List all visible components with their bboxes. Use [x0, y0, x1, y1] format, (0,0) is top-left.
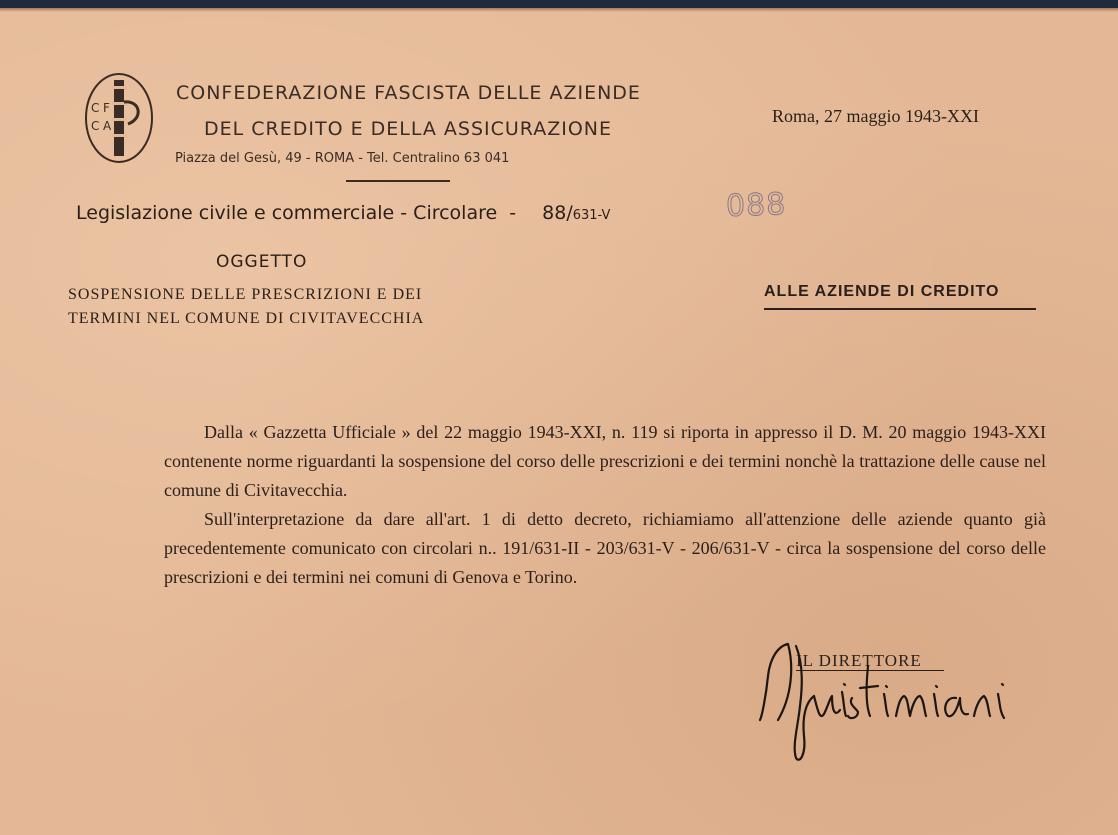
circular-dash: - — [509, 202, 517, 224]
letterhead-title-line2: DEL CREDITO E DELLA ASSICURAZIONE — [204, 118, 613, 140]
recipient-underline — [764, 308, 1036, 310]
signature-title: IL DIRETTORE — [796, 651, 922, 670]
subject-label: OGGETTO — [216, 252, 308, 272]
circular-suffix: 631-V — [572, 208, 611, 223]
body-paragraph: Dalla « Gazzetta Ufficiale » del 22 maggio 1943-XXI, n. 119 si riporta in appresso il D. M. 20 maggio 1943-XXI contenente norme riguardanti la sospensione del corso delle prescrizioni e dei termini nonchè la trattazione delle cause nel comune di Civitavecchia. — [164, 422, 1046, 500]
circular-label: Legislazione civile e commerciale - Circolare — [76, 202, 498, 224]
letter-body — [164, 418, 1046, 592]
subject-line1: SOSPENSIONE DELLE PRESCRIZIONI E DEI — [68, 286, 423, 303]
cfca-logo-emblem — [84, 72, 154, 164]
letterhead-address: Piazza del Gesù, 49 - ROMA - Tel. Centralino 63 041 — [175, 151, 510, 166]
body-paragraph: Sull'interpretazione da dare all'art. 1 di detto decreto, richiamiamo all'attenzione delle aziende quanto già precedentemente comunicato con circolari n.. 191/631-II - 203/631-V - 206/631-V - circa la sospensione del corso delle prescrizioni e dei termini nei comuni di Genova e Torino. — [164, 509, 1046, 587]
letterhead-divider — [346, 180, 450, 182]
letterhead-title-line1: CONFEDERAZIONE FASCISTA DELLE AZIENDE — [176, 82, 641, 104]
logo-letter: C — [91, 119, 100, 133]
page-edge-shadow — [0, 8, 1118, 12]
logo-letter: F — [103, 101, 110, 115]
handwritten-signature — [748, 636, 1038, 766]
logo-letter: C — [91, 101, 100, 115]
letter-date: Roma, 27 maggio 1943-XXI — [772, 106, 979, 126]
pencil-annotation: 088 — [725, 186, 787, 225]
letter-page — [0, 8, 1118, 835]
subject-line2: TERMINI NEL COMUNE DI CIVITAVECCHIA — [68, 310, 425, 327]
recipient: ALLE AZIENDE DI CREDITO — [764, 283, 1000, 300]
logo-letter: A — [103, 119, 112, 133]
circular-number: 88/ — [542, 202, 573, 224]
circular-reference — [76, 202, 610, 224]
